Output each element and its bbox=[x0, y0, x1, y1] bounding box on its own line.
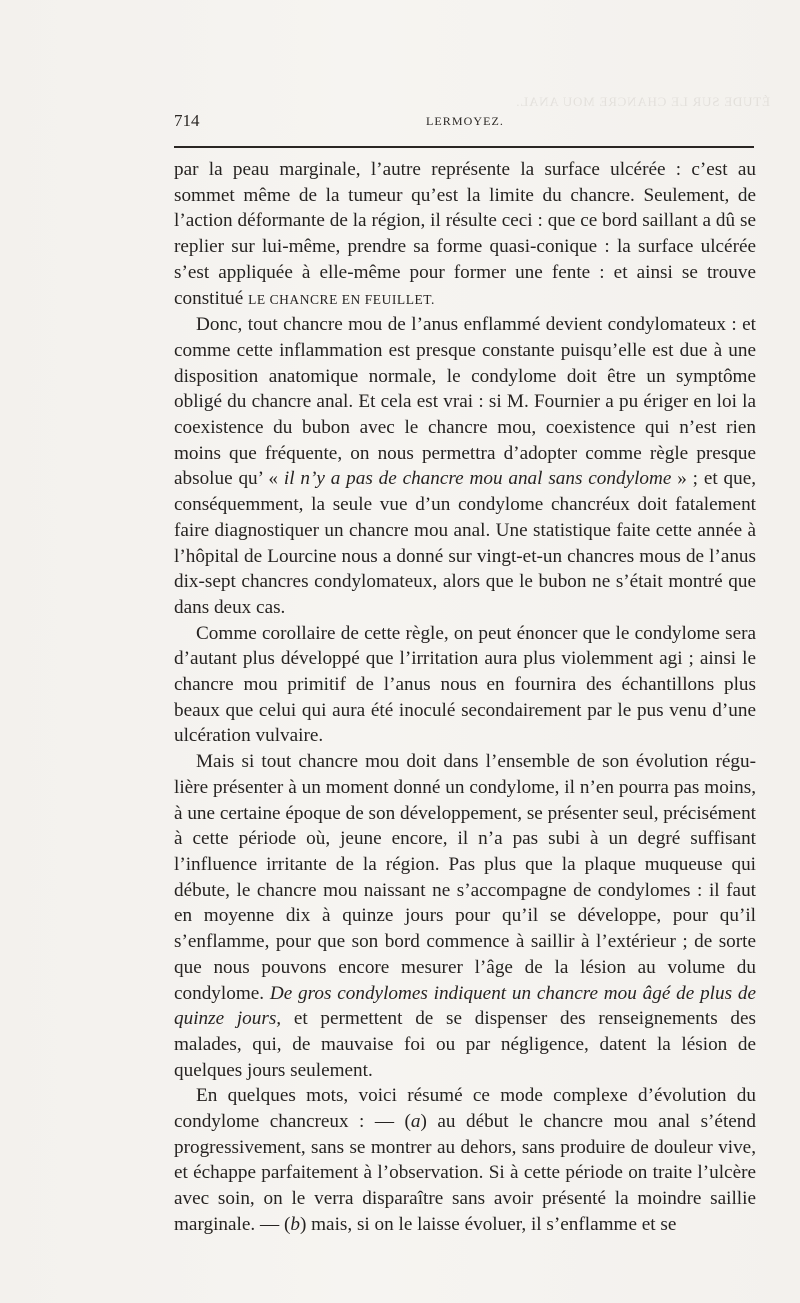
bleed-through-text: ÉTUDE SUR LE CHANCRE MOU ANAL. bbox=[515, 94, 770, 109]
paragraph bbox=[174, 621, 756, 750]
text-run-italic: De gros condylomes indiquent un chancre mou âgé de plus de quinze jours, bbox=[174, 982, 756, 1030]
text-run-italic: il n’y a pas de chancre mou anal sans condylome bbox=[283, 468, 672, 490]
page-header bbox=[174, 111, 756, 135]
running-head: LERMOYEZ. bbox=[425, 114, 505, 128]
text-run: » ; et que, conséquemment, la seule vue d’un condylome chancréux doit fatalement faire diagnostiquer un chancre mou anal. Une statistique faite cette année à l’hôpital de Lourcine nous a donné sur vingt-et-un chancres mous de l’anus dix-sept chancres condylomateux, alors que le bubon ne s’était montré que dans deux cas. bbox=[174, 468, 757, 618]
text-run: et permettent de se dispenser des renseignements des malades, qui, de mauvaise foi ou par négligence, datent la lésion de quelques jours seulement. bbox=[174, 1008, 756, 1081]
text-run-italic: b bbox=[290, 1213, 300, 1235]
header-rule bbox=[174, 146, 754, 148]
text-run: ) au début le chancre mou anal s’étend progressivement, sans se montrer au dehors, sans produire de douleur vive, et échappe parfaitement à l’observation. Si à cette période on traite l’ulcère avec soin, on le verra disparaître sans avoir présenté la moindre saillie marginale. — ( bbox=[174, 1111, 756, 1235]
text-run: Mais si tout chancre mou doit dans l’ensemble de son évolution régulière présenter à un moment donné un condylome, il n’en pourra pas moins, à une certaine époque de son développement, se présenter seul, précisément à cette période où, jeune encore, il n’a pas subi à un degré suffisant l’influence irritante de la région. Pas plus que la plaque muqueuse qui débute, le chancre mou naissant ne s’accompagne de condylomes : il faut en moyenne dix à quinze jours pour qu’il se développe, pour qu’il s’enflamme, pour que son bord commence à saillir à l’extérieur ; de sorte que nous pouvons encore mesurer l’âge de la lésion au volume du condylome. bbox=[174, 751, 756, 1004]
text-run: Comme corollaire de cette règle, on peut énoncer que le condylome sera d’autant plus développé que l’irritation aura plus violemment agi ; ainsi le chancre mou primitif de l’anus nous en fournira des échantillons plus beaux que celui qui aura été inoculé secondairement par le pus venu d’une ulcération vulvaire. bbox=[174, 622, 756, 747]
text-run-smallcaps: LE CHANCRE EN FEUILLET. bbox=[248, 291, 435, 307]
text-run: Donc, tout chancre mou de l’anus enflammé devient condylomateux : et comme cette inflammation est presque constante puisqu’elle est due à une disposition anatomique normale, le condylome doit être un symptôme obligé du chancre anal. Et cela est vrai : si M. Fournier a pu ériger en loi la coexistence du bubon avec le chancre mou, coexistence qui n’est rien moins que fréquente, on nous permettra d’adopter comme règle presque absolue qu’ « bbox=[174, 314, 756, 490]
page-number: 714 bbox=[174, 111, 200, 130]
paragraph bbox=[174, 749, 756, 1083]
text-run: par la peau marginale, l’autre représente la surface ulcérée : c’est au sommet même de la tumeur qu’est la limite du chancre. Seulement, de l’action déformante de la région, il résulte ceci : que ce bord saillant a dû se replier sur lui-même, prendre sa forme quasi-conique : la surface ulcérée s’est appliquée à elle-même pour former une fente : et ainsi se trouve constitué bbox=[174, 159, 756, 309]
paragraph bbox=[174, 1083, 756, 1237]
text-run: ) mais, si on le laisse évoluer, il s’enflamme et se bbox=[299, 1213, 677, 1235]
body-text bbox=[174, 157, 756, 1238]
text-run: En quelques mots, voici résumé ce mode complexe d’évolution du condylome chancreux : — ( bbox=[174, 1085, 756, 1133]
paragraph bbox=[174, 312, 756, 620]
paragraph bbox=[174, 157, 756, 312]
text-run-italic: a bbox=[410, 1111, 421, 1133]
